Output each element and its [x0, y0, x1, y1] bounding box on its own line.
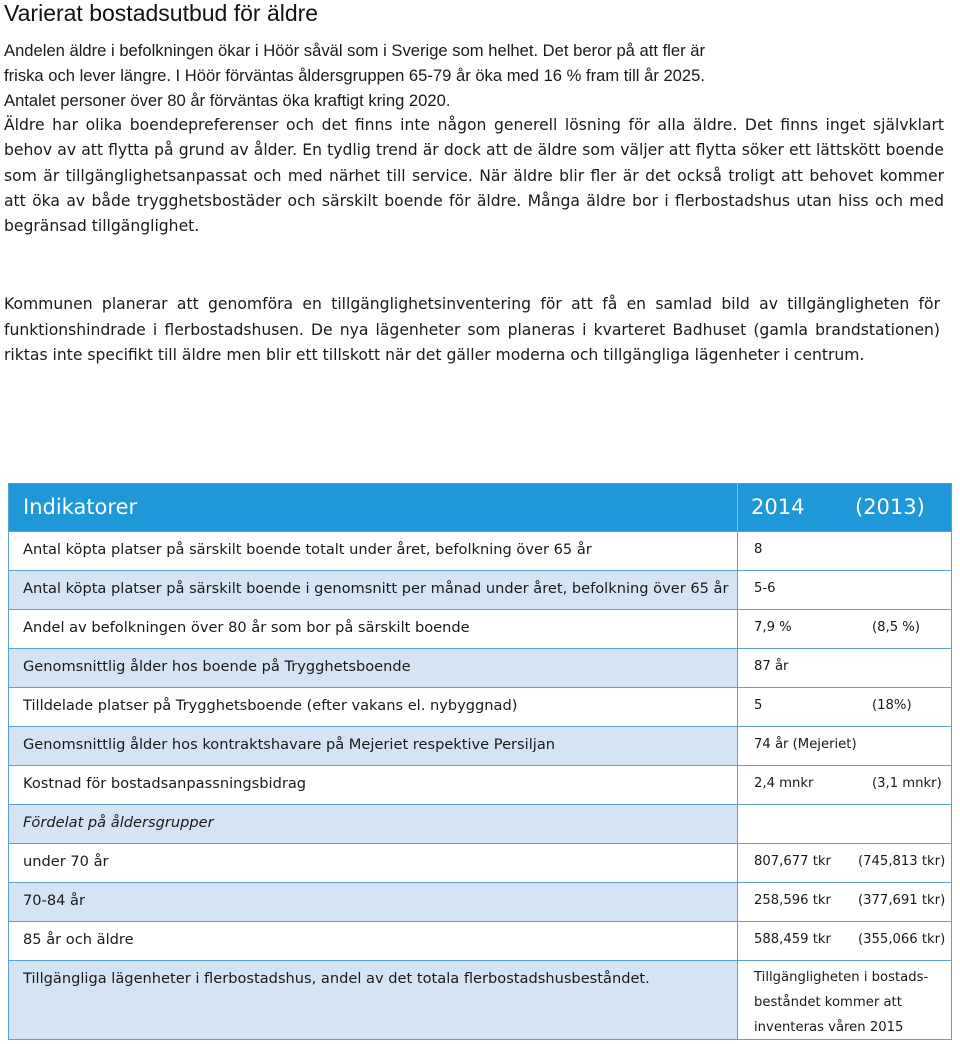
value-2014: 807,677 tkr: [754, 854, 831, 869]
table-row: [9, 882, 951, 921]
value-cell: [737, 844, 951, 882]
table-row: [9, 765, 951, 804]
value-2013: (18%): [872, 698, 912, 713]
value-2013: (745,813 tkr): [858, 854, 946, 869]
table-row: [9, 609, 951, 648]
intro-paragraph: Andelen äldre i befolkningen ökar i Höör såväl som i Sverige som helhet. Det beror på att fler är friska och lever längre. I Höör förväntas åldersgruppen 65-79 år öka med 16 % fram till år 2025. Antalet personer över 80 år förväntas öka kraftigt kring 2020.: [4, 41, 705, 111]
value-cell: [737, 532, 951, 570]
table-row: [9, 726, 951, 765]
value-2014: 87 år: [754, 659, 789, 674]
value-cell: [737, 805, 951, 843]
value-cell: [737, 688, 951, 726]
value-2014: 8: [754, 542, 763, 557]
value-2014: 74 år (Mejeriet): [754, 737, 857, 752]
table-header: [9, 484, 951, 531]
row-label: Tillgängliga lägenheter i flerbostadshus, andel av det totala flerbostadshusbeståndet.: [23, 970, 650, 987]
value-cell: [737, 883, 951, 921]
header-prev-year: (2013): [855, 495, 925, 519]
value-2013: (8,5 %): [872, 620, 920, 635]
header-divider: [737, 484, 738, 531]
table-row: [9, 804, 951, 843]
value-2013: (3,1 mnkr): [872, 776, 942, 791]
value-cell: [737, 610, 951, 648]
value-2013: (377,691 tkr): [858, 893, 946, 908]
table-row: [9, 687, 951, 726]
page-title: Varierat bostadsutbud för äldre: [4, 0, 319, 26]
value-2014: 258,596 tkr: [754, 893, 831, 908]
preferences-paragraph: Äldre har olika boendepreferenser och det finns inte någon generell lösning för alla äldre. Det finns inget självklart behov av att flytta på grund av ålder. En tydlig trend är dock att de äldre som väljer att flytta söker ett lättskött boende som är tillgänglighetsanpassat och med närhet till service. När äldre blir fler är det också troligt att behovet kommer att öka av både trygghetsbostäder och särskilt boende för äldre. Många äldre bor i flerbostadshus utan hiss och med begränsad tillgänglighet.: [4, 116, 944, 236]
table-row: [9, 648, 951, 687]
row-label: under 70 år: [23, 853, 109, 870]
row-label: Antal köpta platser på särskilt boende i genomsnitt per månad under året, befolkning över 65 år: [23, 580, 729, 597]
value-2014: 7,9 %: [754, 620, 792, 635]
row-label: Kostnad för bostadsanpassningsbidrag: [23, 775, 307, 792]
value-cell: [737, 922, 951, 960]
row-label: Antal köpta platser på särskilt boende totalt under året, befolkning över 65 år: [23, 541, 592, 558]
row-label: 70-84 år: [23, 892, 85, 909]
value-2014: 588,459 tkr: [754, 932, 831, 947]
row-label: Andel av befolkningen över 80 år som bor på särskilt boende: [23, 619, 470, 636]
table-row: [9, 570, 951, 609]
value-cell: [737, 766, 951, 804]
inventory-paragraph: Kommunen planerar att genomföra en tillgänglighetsinventering för att få en samlad bild av tillgängligheten för funktionshindrade i flerbostadshusen. De nya lägenheter som planeras i kvarteret Badhuset (gamla brandstationen) riktas inte specifikt till äldre men blir ett tillskott när det gäller moderna och tillgängliga lägenheter i centrum.: [4, 295, 940, 365]
table-row: [9, 843, 951, 882]
table-row: [9, 921, 951, 960]
value-2013: (355,066 tkr): [858, 932, 946, 947]
table-row: [9, 531, 951, 570]
value-note: Tillgängligheten i bostads-beståndet kommer att inventeras våren 2015: [754, 970, 929, 1035]
value-cell: [737, 649, 951, 687]
value-cell: [737, 571, 951, 609]
table-row: [9, 960, 951, 1039]
value-2014: 5-6: [754, 581, 776, 596]
row-label: Tilldelade platser på Trygghetsboende (efter vakans el. nybyggnad): [23, 697, 518, 714]
row-label: Genomsnittlig ålder hos kontraktshavare på Mejeriet respektive Persiljan: [23, 736, 556, 753]
row-label: Genomsnittlig ålder hos boende på Trygghetsboende: [23, 658, 411, 675]
value-2014: 2,4 mnkr: [754, 776, 814, 791]
value-cell: [737, 961, 951, 1039]
header-year: 2014: [751, 495, 805, 519]
value-cell: [737, 727, 951, 765]
row-label: Fördelat på åldersgrupper: [23, 814, 214, 831]
value-2014: 5: [754, 698, 763, 713]
indicators-table: [8, 483, 952, 1040]
header-indicators: Indikatorer: [23, 495, 138, 519]
row-label: 85 år och äldre: [23, 931, 134, 948]
